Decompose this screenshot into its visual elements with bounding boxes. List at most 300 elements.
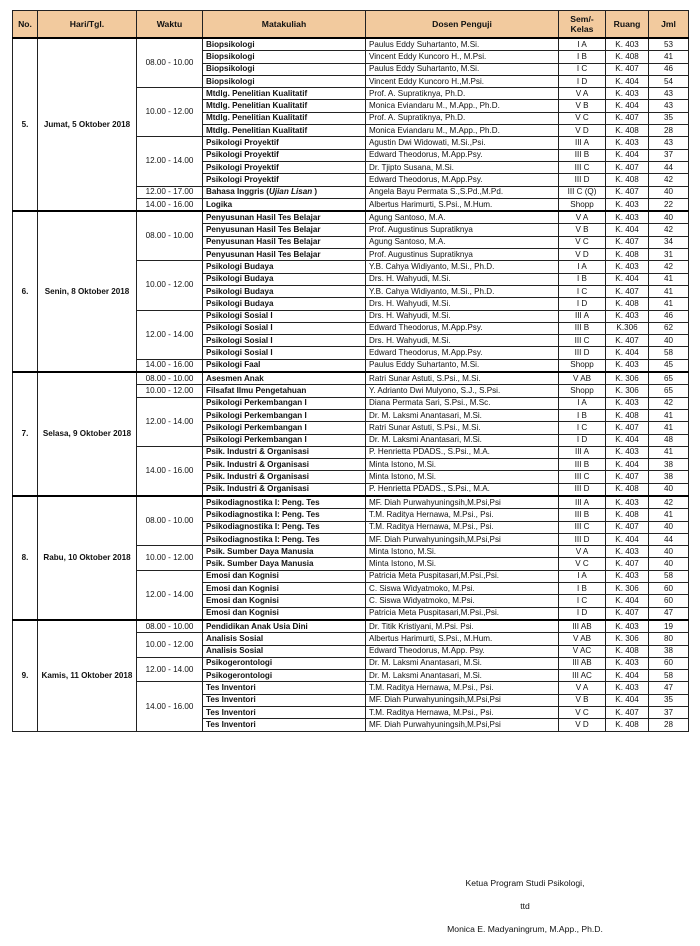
- exam-type-note: Ujian Lisan: [268, 187, 313, 197]
- table-row: [13, 372, 689, 385]
- class-cell: I C: [559, 285, 606, 297]
- examiner-cell: Drs. H. Wahyudi, M.Si.: [366, 335, 559, 347]
- time-slot: 10.00 - 12.00: [137, 385, 203, 397]
- class-cell: V B: [559, 224, 606, 236]
- room-cell: K. 407: [606, 471, 649, 483]
- count-cell: 43: [649, 137, 689, 149]
- header-subject: Matakuliah: [203, 11, 366, 39]
- subject-cell: Psikologi Budaya: [203, 261, 366, 273]
- table-row: [13, 620, 689, 633]
- examiner-cell: C. Siswa Widyatmoko, M.Psi.: [366, 595, 559, 607]
- count-cell: 22: [649, 198, 689, 211]
- room-cell: K. 403: [606, 657, 649, 669]
- examiner-cell: Vincent Eddy Kuncoro H., M.Psi.: [366, 51, 559, 63]
- time-slot: 12.00 - 14.00: [137, 657, 203, 682]
- time-slot: 08.00 - 10.00: [137, 211, 203, 261]
- examiner-cell: T.M. Raditya Hernawa, M.Psi., Psi.: [366, 509, 559, 521]
- count-cell: 80: [649, 633, 689, 645]
- room-cell: K. 403: [606, 397, 649, 409]
- room-cell: K. 404: [606, 533, 649, 545]
- subject-cell: Emosi dan Kognisi: [203, 595, 366, 607]
- day-number: 8.: [13, 496, 38, 620]
- room-cell: K. 404: [606, 694, 649, 706]
- room-cell: K. 404: [606, 459, 649, 471]
- examiner-cell: Ratri Sunar Astuti, S.Psi., M.Si.: [366, 372, 559, 385]
- subject-cell: Biopsikologi: [203, 75, 366, 87]
- count-cell: 46: [649, 63, 689, 75]
- subject-cell: Penyusunan Hasil Tes Belajar: [203, 236, 366, 248]
- room-cell: K. 404: [606, 149, 649, 161]
- header-day: Hari/Tgl.: [38, 11, 137, 39]
- subject-cell: Analisis Sosial: [203, 633, 366, 645]
- class-cell: III AB: [559, 620, 606, 633]
- examiner-cell: Drs. H. Wahyudi, M.Si.: [366, 273, 559, 285]
- class-cell: V C: [559, 112, 606, 124]
- time-slot: 14.00 - 16.00: [137, 359, 203, 372]
- class-cell: I A: [559, 397, 606, 409]
- examiner-cell: Minta Istono, M.Si.: [366, 546, 559, 558]
- room-cell: K. 306: [606, 372, 649, 385]
- count-cell: 62: [649, 322, 689, 334]
- room-cell: K. 306: [606, 633, 649, 645]
- subject-cell: Analisis Sosial: [203, 645, 366, 657]
- header-count: Jml: [649, 11, 689, 39]
- count-cell: 41: [649, 446, 689, 458]
- class-cell: I C: [559, 422, 606, 434]
- room-cell: K. 407: [606, 521, 649, 533]
- room-cell: K. 404: [606, 347, 649, 359]
- examiner-cell: Dr. M. Laksmi Anantasari, M.Si.: [366, 409, 559, 421]
- examiner-cell: Prof. A. Supratiknya, Ph.D.: [366, 112, 559, 124]
- examiner-cell: Prof. Augustinus Supratiknya: [366, 224, 559, 236]
- room-cell: K. 403: [606, 310, 649, 322]
- class-cell: V A: [559, 211, 606, 224]
- header-examiner: Dosen Penguji: [366, 11, 559, 39]
- subject-cell: Biopsikologi: [203, 51, 366, 63]
- count-cell: 46: [649, 310, 689, 322]
- subject-cell: Psik. Industri & Organisasi: [203, 483, 366, 496]
- examiner-cell: Paulus Eddy Suhartanto, M.Si.: [366, 359, 559, 372]
- class-cell: III A: [559, 137, 606, 149]
- exam-schedule-table: [12, 10, 689, 732]
- class-cell: I D: [559, 607, 606, 620]
- time-slot: 14.00 - 16.00: [137, 446, 203, 496]
- room-cell: K. 403: [606, 211, 649, 224]
- class-cell: V A: [559, 682, 606, 694]
- examiner-cell: Albertus Harimurti, S.Psi., M.Hum.: [366, 198, 559, 211]
- subject-cell: Bahasa Inggris (Ujian Lisan ): [203, 186, 366, 198]
- room-cell: K. 408: [606, 509, 649, 521]
- examiner-cell: Monica Eviandaru M., M.App., Ph.D.: [366, 100, 559, 112]
- subject-cell: Psik. Industri & Organisasi: [203, 459, 366, 471]
- class-cell: III C: [559, 161, 606, 173]
- subject-cell: Psikodiagnostika I: Peng. Tes: [203, 509, 366, 521]
- time-slot: 12.00 - 14.00: [137, 397, 203, 446]
- room-cell: K. 407: [606, 707, 649, 719]
- class-cell: V D: [559, 125, 606, 137]
- class-cell: III B: [559, 509, 606, 521]
- room-cell: K. 404: [606, 595, 649, 607]
- count-cell: 40: [649, 186, 689, 198]
- room-cell: K. 306: [606, 385, 649, 397]
- time-slot: 10.00 - 12.00: [137, 546, 203, 571]
- count-cell: 42: [649, 397, 689, 409]
- time-slot: 12.00 - 14.00: [137, 137, 203, 186]
- examiner-cell: Edward Theodorus, M.App.Psy.: [366, 347, 559, 359]
- examiner-cell: Prof. A. Supratiknya, Ph.D.: [366, 88, 559, 100]
- signature-title: Ketua Program Studi Psikologi,: [465, 878, 585, 888]
- time-slot: 14.00 - 16.00: [137, 198, 203, 211]
- subject-cell: Psikologi Sosial I: [203, 310, 366, 322]
- subject-cell: Psikologi Budaya: [203, 273, 366, 285]
- examiner-cell: Dr. Titik Kristiyani, M.Psi. Psi.: [366, 620, 559, 633]
- room-cell: K. 404: [606, 100, 649, 112]
- count-cell: 43: [649, 100, 689, 112]
- room-cell: K. 407: [606, 63, 649, 75]
- count-cell: 41: [649, 51, 689, 63]
- class-cell: V D: [559, 719, 606, 731]
- subject-cell: Psik. Industri & Organisasi: [203, 446, 366, 458]
- examiner-cell: T.M. Raditya Hernawa, M.Psi., Psi.: [366, 707, 559, 719]
- subject-cell: Psikologi Budaya: [203, 285, 366, 297]
- examiner-cell: Minta Istono, M.Si.: [366, 471, 559, 483]
- class-cell: I C: [559, 63, 606, 75]
- examiner-cell: Monica Eviandaru M., M.App., Ph.D.: [366, 125, 559, 137]
- examiner-cell: Vincent Eddy Kuncoro H.,M.Psi.: [366, 75, 559, 87]
- examiner-cell: Edward Theodorus, M.App.Psy.: [366, 149, 559, 161]
- class-cell: I A: [559, 570, 606, 582]
- count-cell: 38: [649, 645, 689, 657]
- examiner-cell: Diana Permata Sari, S.Psi., M.Sc.: [366, 397, 559, 409]
- subject-cell: Psikologi Budaya: [203, 298, 366, 310]
- examiner-cell: Dr. M. Laksmi Anantasari, M.Si.: [366, 434, 559, 446]
- class-cell: III A: [559, 310, 606, 322]
- class-cell: III A: [559, 496, 606, 509]
- class-cell: III C (Q): [559, 186, 606, 198]
- count-cell: 37: [649, 707, 689, 719]
- room-cell: K. 403: [606, 88, 649, 100]
- class-cell: V C: [559, 236, 606, 248]
- room-cell: K. 407: [606, 558, 649, 570]
- signature-block: [410, 872, 640, 941]
- time-slot: 08.00 - 10.00: [137, 38, 203, 88]
- day-number: 6.: [13, 211, 38, 372]
- subject-cell: Psikodiagnostika I: Peng. Tes: [203, 496, 366, 509]
- room-cell: K. 408: [606, 249, 649, 261]
- count-cell: 48: [649, 434, 689, 446]
- examiner-cell: Agung Santoso, M.A.: [366, 211, 559, 224]
- time-slot: 12.00 - 14.00: [137, 310, 203, 359]
- class-cell: V B: [559, 694, 606, 706]
- class-cell: I B: [559, 273, 606, 285]
- subject-cell: Psik. Industri & Organisasi: [203, 471, 366, 483]
- examiner-cell: Edward Theodorus, M.App. Psy.: [366, 645, 559, 657]
- subject-cell: Psikologi Perkembangan I: [203, 434, 366, 446]
- subject-cell: Psikologi Sosial I: [203, 347, 366, 359]
- subject-cell: Psikologi Sosial I: [203, 322, 366, 334]
- subject-cell: Emosi dan Kognisi: [203, 583, 366, 595]
- count-cell: 42: [649, 224, 689, 236]
- room-cell: K. 404: [606, 670, 649, 682]
- count-cell: 40: [649, 546, 689, 558]
- examiner-cell: Angela Bayu Permata S.,S.Pd.,M.Pd.: [366, 186, 559, 198]
- class-cell: III C: [559, 335, 606, 347]
- class-cell: III B: [559, 459, 606, 471]
- subject-cell: Emosi dan Kognisi: [203, 570, 366, 582]
- count-cell: 19: [649, 620, 689, 633]
- count-cell: 40: [649, 483, 689, 496]
- class-cell: V B: [559, 100, 606, 112]
- subject-cell: Psikogerontologi: [203, 657, 366, 669]
- examiner-cell: Y.B. Cahya Widiyanto, M.Si., Ph.D.: [366, 261, 559, 273]
- room-cell: K. 408: [606, 174, 649, 186]
- header-class: Sem/- Kelas: [559, 11, 606, 39]
- subject-cell: Biopsikologi: [203, 38, 366, 51]
- count-cell: 41: [649, 409, 689, 421]
- class-cell: III A: [559, 446, 606, 458]
- examiner-cell: Agung Santoso, M.A.: [366, 236, 559, 248]
- table-row: [13, 211, 689, 224]
- count-cell: 60: [649, 657, 689, 669]
- count-cell: 41: [649, 285, 689, 297]
- room-cell: K. 408: [606, 409, 649, 421]
- count-cell: 54: [649, 75, 689, 87]
- room-cell: K. 403: [606, 446, 649, 458]
- examiner-cell: MF. Diah Purwahyuningsih,M.Psi,Psi: [366, 719, 559, 731]
- class-cell: III D: [559, 174, 606, 186]
- subject-cell: Pendidikan Anak Usia Dini: [203, 620, 366, 633]
- class-cell: III C: [559, 471, 606, 483]
- class-cell: I A: [559, 38, 606, 51]
- day-date: Jumat, 5 Oktober 2018: [38, 38, 137, 211]
- room-cell: K. 403: [606, 496, 649, 509]
- examiner-cell: T.M. Raditya Hernawa, M.Psi., Psi.: [366, 521, 559, 533]
- room-cell: K. 403: [606, 38, 649, 51]
- subject-cell: Psikologi Sosial I: [203, 335, 366, 347]
- examiner-cell: P. Henrietta PDADS., S.Psi., M.A.: [366, 483, 559, 496]
- subject-cell: Psik. Sumber Daya Manusia: [203, 558, 366, 570]
- subject-cell: Tes Inventori: [203, 707, 366, 719]
- subject-cell: Mtdlg. Penelitian Kualitatif: [203, 125, 366, 137]
- time-slot: 14.00 - 16.00: [137, 682, 203, 731]
- count-cell: 60: [649, 595, 689, 607]
- day-number: 7.: [13, 372, 38, 496]
- count-cell: 41: [649, 509, 689, 521]
- examiner-cell: MF. Diah Purwahyuningsih,M.Psi,Psi: [366, 496, 559, 509]
- count-cell: 41: [649, 273, 689, 285]
- count-cell: 44: [649, 533, 689, 545]
- table-row: [13, 38, 689, 51]
- time-slot: 12.00 - 14.00: [137, 570, 203, 620]
- time-slot: 12.00 - 17.00: [137, 186, 203, 198]
- count-cell: 40: [649, 335, 689, 347]
- room-cell: K. 408: [606, 125, 649, 137]
- day-number: 9.: [13, 620, 38, 731]
- class-cell: V C: [559, 707, 606, 719]
- room-cell: K. 407: [606, 285, 649, 297]
- class-cell: III B: [559, 149, 606, 161]
- count-cell: 40: [649, 521, 689, 533]
- examiner-cell: C. Siswa Widyatmoko, M.Psi.: [366, 583, 559, 595]
- day-date: Senin, 8 Oktober 2018: [38, 211, 137, 372]
- examiner-cell: Y.B. Cahya Widiyanto, M.Si., Ph.D.: [366, 285, 559, 297]
- count-cell: 42: [649, 261, 689, 273]
- class-cell: III C: [559, 521, 606, 533]
- class-cell: III D: [559, 533, 606, 545]
- count-cell: 44: [649, 161, 689, 173]
- examiner-cell: Y. Adrianto Dwi Mulyono, S.J., S.Psi.: [366, 385, 559, 397]
- count-cell: 60: [649, 583, 689, 595]
- class-cell: Shopp: [559, 359, 606, 372]
- room-cell: K. 404: [606, 434, 649, 446]
- examiner-cell: Minta Istono, M.Si.: [366, 558, 559, 570]
- class-cell: V AB: [559, 372, 606, 385]
- count-cell: 41: [649, 298, 689, 310]
- class-cell: V C: [559, 558, 606, 570]
- header-room: Ruang: [606, 11, 649, 39]
- subject-cell: Psikologi Proyektif: [203, 161, 366, 173]
- time-slot: 10.00 - 12.00: [137, 261, 203, 310]
- class-cell: V D: [559, 249, 606, 261]
- subject-cell: Filsafat Ilmu Pengetahuan: [203, 385, 366, 397]
- subject-cell: Penyusunan Hasil Tes Belajar: [203, 224, 366, 236]
- count-cell: 58: [649, 670, 689, 682]
- subject-cell: Psik. Sumber Daya Manusia: [203, 546, 366, 558]
- day-date: Kamis, 11 Oktober 2018: [38, 620, 137, 731]
- examiner-cell: P. Henrietta PDADS., S.Psi., M.A.: [366, 446, 559, 458]
- room-cell: K. 408: [606, 298, 649, 310]
- count-cell: 35: [649, 112, 689, 124]
- count-cell: 34: [649, 236, 689, 248]
- class-cell: Shopp: [559, 385, 606, 397]
- class-cell: I B: [559, 409, 606, 421]
- class-cell: I D: [559, 75, 606, 87]
- examiner-cell: MF. Diah Purwahyuningsih,M.Psi,Psi: [366, 533, 559, 545]
- count-cell: 28: [649, 719, 689, 731]
- signature-name: Monica E. Madyaningrum, M.App., Ph.D.: [447, 924, 603, 934]
- room-cell: K. 403: [606, 198, 649, 211]
- time-slot: 08.00 - 10.00: [137, 620, 203, 633]
- class-cell: I B: [559, 51, 606, 63]
- subject-cell: Mtdlg. Penelitian Kualitatif: [203, 88, 366, 100]
- schedule-body: [13, 38, 689, 731]
- class-cell: I A: [559, 261, 606, 273]
- examiner-cell: Albertus Harimurti, S.Psi., M.Hum.: [366, 633, 559, 645]
- subject-cell: Tes Inventori: [203, 694, 366, 706]
- count-cell: 40: [649, 211, 689, 224]
- room-cell: K. 404: [606, 224, 649, 236]
- examiner-cell: Patricia Meta Puspitasari,M.Psi.,Psi.: [366, 607, 559, 620]
- class-cell: III D: [559, 483, 606, 496]
- class-cell: III B: [559, 322, 606, 334]
- subject-cell: Tes Inventori: [203, 682, 366, 694]
- table-header-row: [13, 11, 689, 39]
- room-cell: K. 403: [606, 682, 649, 694]
- subject-cell: Psikologi Proyektif: [203, 174, 366, 186]
- room-cell: K.306: [606, 322, 649, 334]
- count-cell: 28: [649, 125, 689, 137]
- subject-cell: Biopsikologi: [203, 63, 366, 75]
- count-cell: 35: [649, 694, 689, 706]
- count-cell: 38: [649, 459, 689, 471]
- class-cell: I C: [559, 595, 606, 607]
- examiner-cell: Agustin Dwi Widowati, M.Si.,Psi.: [366, 137, 559, 149]
- class-cell: I D: [559, 434, 606, 446]
- room-cell: K. 408: [606, 719, 649, 731]
- subject-cell: Psikologi Perkembangan I: [203, 422, 366, 434]
- count-cell: 38: [649, 471, 689, 483]
- subject-cell: Asesmen Anak: [203, 372, 366, 385]
- examiner-cell: Patricia Meta Puspitasari,M.Psi.,Psi.: [366, 570, 559, 582]
- count-cell: 37: [649, 149, 689, 161]
- count-cell: 65: [649, 372, 689, 385]
- class-cell: I B: [559, 583, 606, 595]
- class-cell: Shopp: [559, 198, 606, 211]
- subject-cell: Mtdlg. Penelitian Kualitatif: [203, 100, 366, 112]
- count-cell: 42: [649, 174, 689, 186]
- subject-cell: Tes Inventori: [203, 719, 366, 731]
- header-time: Waktu: [137, 11, 203, 39]
- room-cell: K. 404: [606, 75, 649, 87]
- subject-cell: Emosi dan Kognisi: [203, 607, 366, 620]
- room-cell: K. 408: [606, 483, 649, 496]
- count-cell: 42: [649, 496, 689, 509]
- examiner-cell: Drs. H. Wahyudi, M.Si.: [366, 310, 559, 322]
- examiner-cell: Dr. Tjipto Susana, M.Si.: [366, 161, 559, 173]
- subject-cell: Psikodiagnostika I: Peng. Tes: [203, 533, 366, 545]
- signature-ttd: ttd: [520, 901, 530, 911]
- subject-cell: Penyusunan Hasil Tes Belajar: [203, 249, 366, 261]
- count-cell: 41: [649, 422, 689, 434]
- room-cell: K. 407: [606, 161, 649, 173]
- count-cell: 40: [649, 558, 689, 570]
- subject-cell: Psikodiagnostika I: Peng. Tes: [203, 521, 366, 533]
- count-cell: 58: [649, 347, 689, 359]
- class-cell: III AB: [559, 657, 606, 669]
- table-row: [13, 496, 689, 509]
- room-cell: K. 306: [606, 583, 649, 595]
- count-cell: 45: [649, 359, 689, 372]
- class-cell: V AB: [559, 633, 606, 645]
- count-cell: 47: [649, 682, 689, 694]
- count-cell: 31: [649, 249, 689, 261]
- class-cell: V AC: [559, 645, 606, 657]
- count-cell: 58: [649, 570, 689, 582]
- examiner-cell: Paulus Eddy Suhartanto, M.Si.: [366, 63, 559, 75]
- subject-cell: Psikologi Perkembangan I: [203, 409, 366, 421]
- room-cell: K. 403: [606, 546, 649, 558]
- room-cell: K. 407: [606, 236, 649, 248]
- count-cell: 53: [649, 38, 689, 51]
- time-slot: 10.00 - 12.00: [137, 633, 203, 658]
- class-cell: III D: [559, 347, 606, 359]
- examiner-cell: Ratri Sunar Astuti, S.Psi., M.Si.: [366, 422, 559, 434]
- examiner-cell: MF. Diah Purwahyuningsih,M.Psi,Psi: [366, 694, 559, 706]
- room-cell: K. 403: [606, 137, 649, 149]
- class-cell: V A: [559, 546, 606, 558]
- room-cell: K. 407: [606, 186, 649, 198]
- room-cell: K. 404: [606, 273, 649, 285]
- class-cell: III AC: [559, 670, 606, 682]
- examiner-cell: Dr. M. Laksmi Anantasari, M.Si.: [366, 670, 559, 682]
- day-date: Rabu, 10 Oktober 2018: [38, 496, 137, 620]
- subject-cell: Psikologi Proyektif: [203, 137, 366, 149]
- subject-cell: Psikogerontologi: [203, 670, 366, 682]
- room-cell: K. 407: [606, 422, 649, 434]
- room-cell: K. 407: [606, 335, 649, 347]
- examiner-cell: Edward Theodorus, M.App.Psy.: [366, 174, 559, 186]
- examiner-cell: T.M. Raditya Hernawa, M.Psi., Psi.: [366, 682, 559, 694]
